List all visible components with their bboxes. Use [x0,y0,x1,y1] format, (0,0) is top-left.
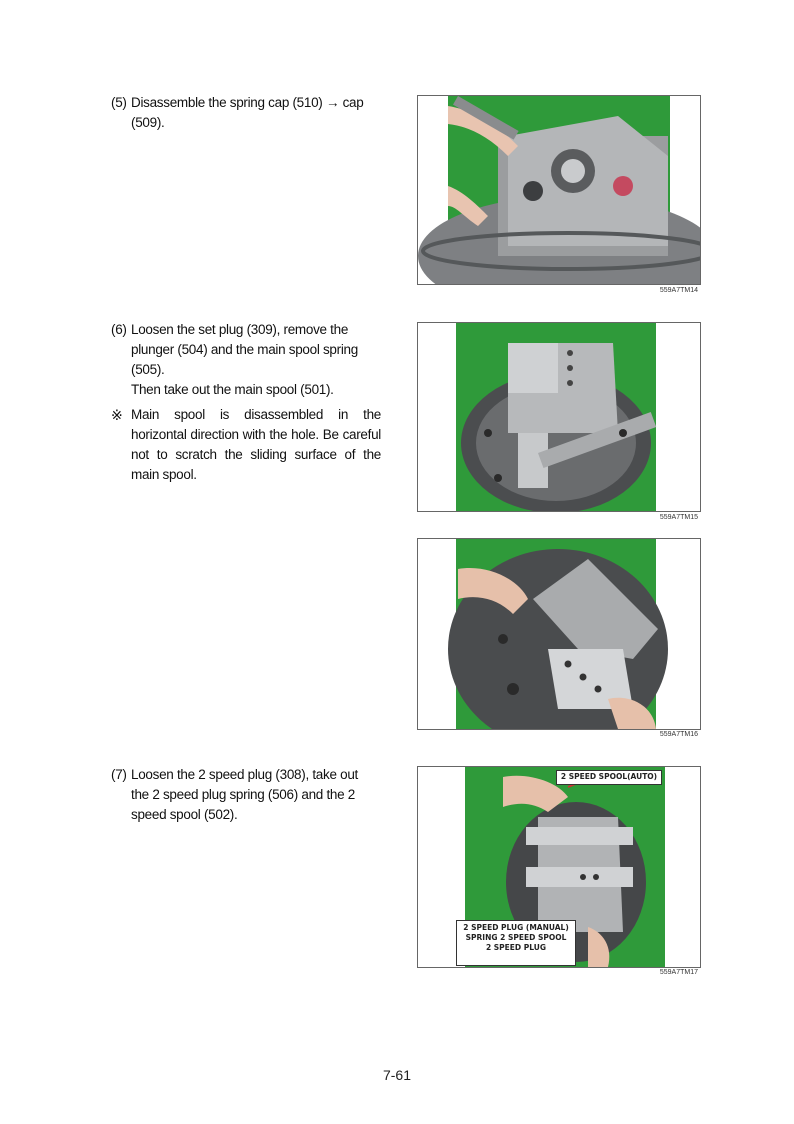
step-text-line: Loosen the 2 speed plug (308), take out [131,767,358,782]
label-2-speed-plug: 2 SPEED PLUG [485,943,547,952]
step-text-line: Disassemble the spring cap (510) → cap [131,95,364,110]
step-text-line: (509). [131,115,165,130]
figure-caption: 559A7TM15 [659,514,698,521]
label-2-speed-spool-auto: 2 SPEED SPOOL(AUTO) [556,770,662,785]
photo-main-spool-close-up [417,538,701,730]
step-text-line: the 2 speed plug spring (506) and the 2 [131,787,355,802]
step-6 [111,320,381,485]
step-number: (7) [111,767,127,782]
step-text-line: (505). [131,362,165,377]
label-2-speed-plug-manual: 2 SPEED PLUG (MANUAL) [463,923,569,932]
photo-spring-cap-removal [417,95,701,285]
step-text-line: Then take out the main spool (501). [131,382,334,397]
figure-caption: 559A7TM16 [659,731,698,738]
step-5 [111,93,381,133]
step-number: (5) [111,95,127,110]
label-spring-2-speed-spool: SPRING 2 SPEED SPOOL [465,933,567,942]
step-text-line: plunger (504) and the main spool spring [131,342,358,357]
figure-caption: 559A7TM17 [659,969,698,976]
reference-mark-icon: ※ [111,407,123,423]
step-number: (6) [111,322,127,337]
step-7 [111,765,381,825]
photo-main-spool-removal [417,322,701,512]
step-text-line: Loosen the set plug (309), remove the [131,322,349,337]
step-text-line: speed spool (502). [131,807,238,822]
label-2-speed-plug-group [456,920,576,966]
figure-caption: 559A7TM14 [659,287,698,294]
caution-note [111,405,381,485]
page-number: 7-61 [382,1067,412,1083]
caution-note-text: Main spool is disassembled in the horizontal direction with the hole. Be careful not to scratch the sliding surface of the main spool. [131,407,381,482]
